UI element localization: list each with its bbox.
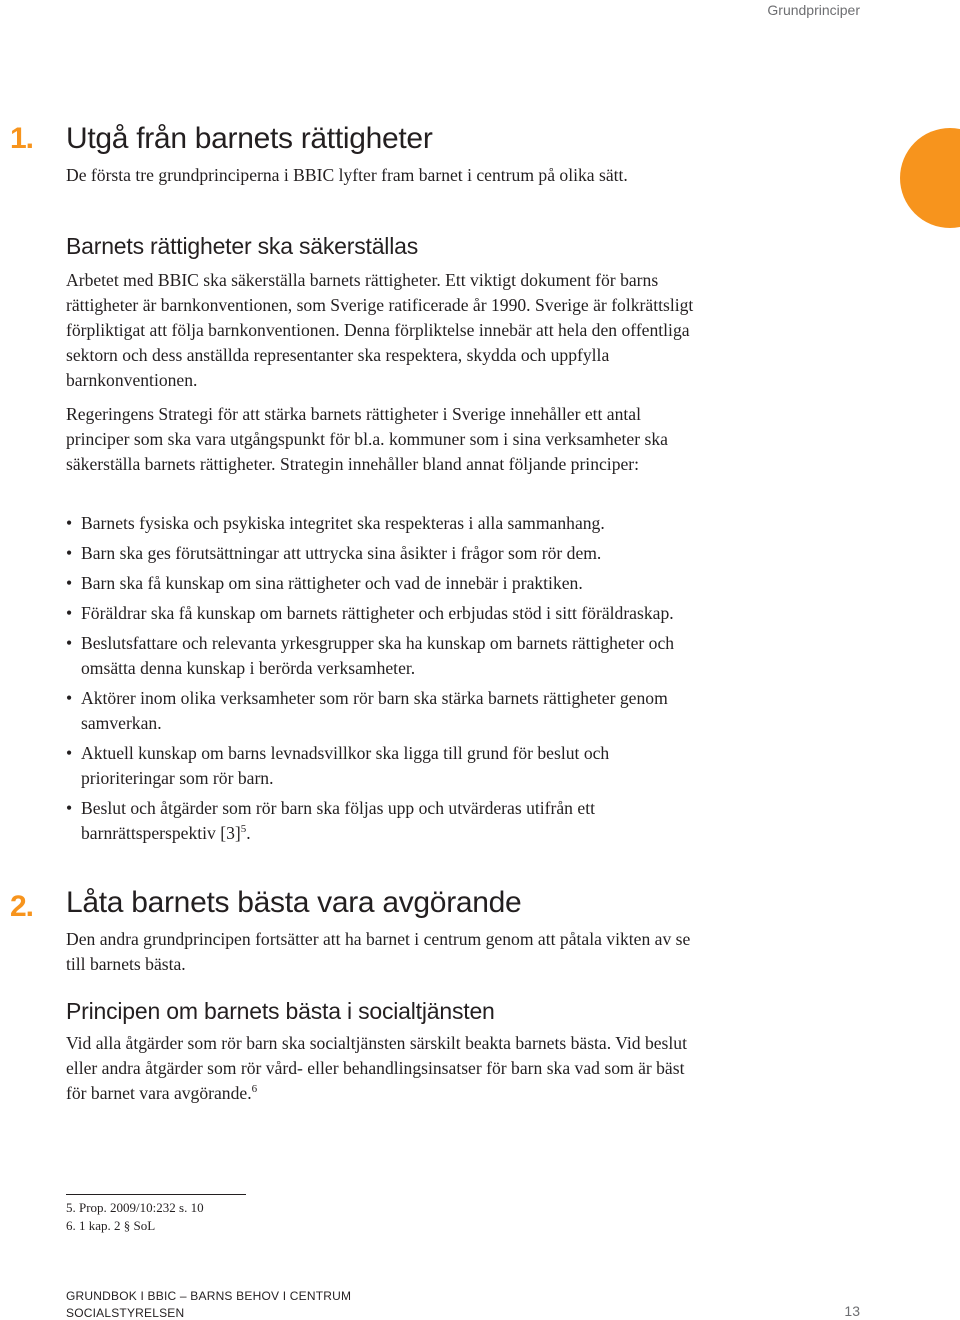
footnote-rule: [66, 1194, 246, 1195]
section-number-2: 2.: [10, 890, 34, 923]
footer-book-title: GRUNDBOK I BBIC – BARNS BEHOV I CENTRUM: [66, 1289, 352, 1303]
section-1-paragraph-2: Regeringens Strategi för att stärka barnets rättigheter i Sverige innehåller ett antal principer som ska vara utgångspunkt för bl.a. kommuner som i sina verksamheter ska säkerställa barnets rättigheter. Strategin innehåller bland annat följande principer:: [66, 404, 668, 474]
page-number: 13: [844, 1303, 860, 1319]
list-item: • Barn ska ges förutsättningar att uttrycka sina åsikter i frågor som rör dem.: [66, 541, 706, 566]
footnote: 6. 1 kap. 2 § SoL: [66, 1218, 156, 1233]
list-item: • Beslutsfattare och relevanta yrkesgrupper ska ha kunskap om barnets rättigheter och omsätta denna kunskap i berörda verksamheter.: [66, 631, 706, 681]
list-item-text: Beslut och åtgärder som rör barn ska följas upp och utvärderas utifrån ett barnrättsperspektiv [3]: [81, 798, 595, 843]
list-item: • Barn ska få kunskap om sina rättigheter och vad de innebär i praktiken.: [66, 571, 706, 596]
section-2-subheading: Principen om barnets bästa i socialtjänsten: [66, 998, 495, 1024]
list-item-end: .: [246, 823, 251, 843]
footnote-ref-5: 5: [240, 823, 247, 835]
section-1-title: Utgå från barnets rättigheter: [66, 122, 433, 155]
list-item: • Barnets fysiska och psykiska integritet ska respekteras i alla sammanhang.: [66, 511, 706, 536]
section-1-intro: De första tre grundprinciperna i BBIC lyfter fram barnet i centrum på olika sätt.: [66, 165, 628, 185]
section-2-paragraph-1: [66, 1031, 706, 1106]
footnote: 5. Prop. 2009/10:232 s. 10: [66, 1200, 204, 1215]
section-2-intro: Den andra grundprincipen fortsätter att ha barnet i centrum genom att påtala vikten av se till barnets bästa.: [66, 929, 691, 974]
list-item-last: [66, 796, 706, 846]
principles-list: [66, 511, 706, 851]
footnotes: [66, 1199, 204, 1235]
section-2-title: Låta barnets bästa vara avgörande: [66, 886, 522, 919]
footnote-ref-6: 6: [251, 1083, 258, 1095]
list-item: • Aktörer inom olika verksamheter som rör barn ska stärka barnets rättigheter genom samverkan.: [66, 686, 706, 736]
section-1-paragraph-1: Arbetet med BBIC ska säkerställa barnets rättigheter. Ett viktigt dokument för barns rättigheter är barnkonventionen, som Sverige ratificerade år 1990. Sverige är folkrättsligt förpliktigat att följa barnkonventionen. Denna förpliktelse innebär att hela den offentliga sektorn och dess anställda representanter ska respektera, skydda och uppfylla barnkonventionen.: [66, 270, 694, 390]
section-tab-marker: [900, 128, 960, 228]
running-header: Grundprinciper: [767, 2, 860, 18]
section-2-paragraph-text: Vid alla åtgärder som rör barn ska socialtjänsten särskilt beakta barnets bästa. Vid beslut eller andra åtgärder som rör vård- eller behandlingsinsatser för barn ska vad som är bäst för barnet vara avgörande.: [66, 1033, 687, 1103]
section-1-subheading: Barnets rättigheter ska säkerställas: [66, 233, 419, 259]
list-item: • Aktuell kunskap om barns levnadsvillkor ska ligga till grund för beslut och prioriteringar som rör barn.: [66, 741, 706, 791]
footer-publisher: SOCIALSTYRELSEN: [66, 1306, 185, 1320]
section-number-1: 1.: [10, 122, 34, 155]
list-item: • Föräldrar ska få kunskap om barnets rättigheter och erbjudas stöd i sitt föräldraskap.: [66, 601, 706, 626]
